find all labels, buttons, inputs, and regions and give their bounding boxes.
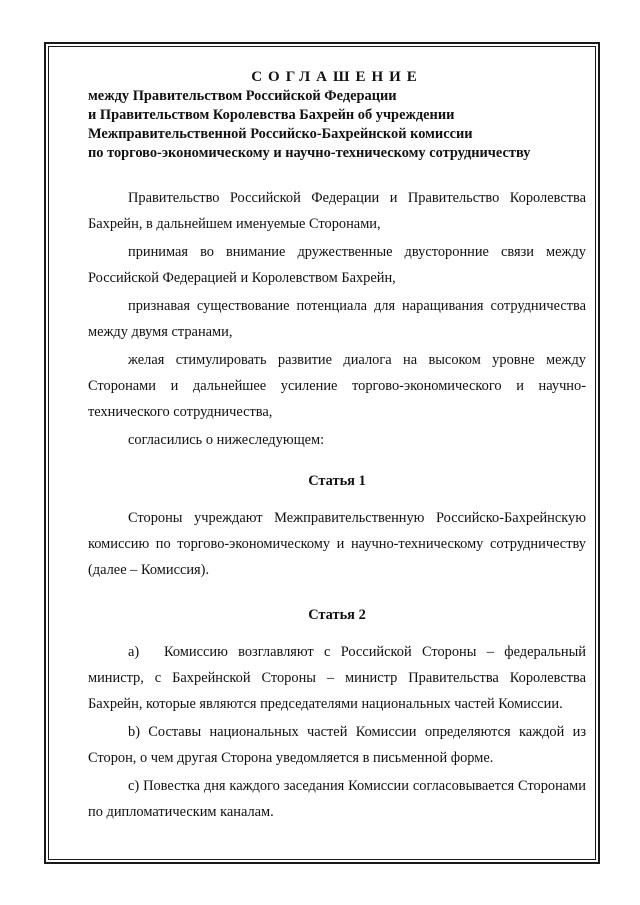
subtitle-line: между Правительством Российской Федерации <box>88 88 397 104</box>
subtitle-line: и Правительством Королевства Бахрейн об учреждении <box>88 107 455 123</box>
document-title: СОГЛАШЕНИЕ <box>251 69 423 85</box>
preamble-paragraph: Правительство Российской Федерации и Правительство Королевства Бахрейн, в дальнейшем именуемые Сторонами, <box>88 190 586 232</box>
preamble <box>88 185 586 453</box>
article-1-text: Стороны учреждают Межправительственную Российско-Бахрейнскую комиссию по торгово-экономическому и научно-техническому сотрудничеству (далее – Комиссия). <box>88 510 586 578</box>
document-body <box>88 68 586 825</box>
item-a-marker: a) <box>128 644 140 660</box>
preamble-paragraph: согласились о нижеследующем: <box>128 432 325 448</box>
preamble-paragraph: признавая существование потенциала для наращивания сотрудничества между двумя странами, <box>88 298 586 340</box>
article-2-item-a <box>88 639 586 717</box>
article-2-heading: Статья 2 <box>308 607 366 623</box>
article-2-item-c: c) Повестка дня каждого заседания Комиссии согласовывается Сторонами по дипломатическим каналам. <box>88 778 586 820</box>
subtitle-line: Межправительственной Российско-Бахрейнской комиссии <box>88 126 473 142</box>
subtitle-line: по торгово-экономическому и научно-техническому сотрудничеству <box>88 145 531 161</box>
article-2-item-b: b) Составы национальных частей Комиссии определяются каждой из Сторон, о чем другая Сторона уведомляется в письменной форме. <box>88 724 586 766</box>
article-1-heading: Статья 1 <box>308 473 366 489</box>
document-subtitle <box>88 87 586 163</box>
preamble-paragraph: принимая во внимание дружественные двусторонние связи между Российской Федерацией и Королевством Бахрейн, <box>88 244 586 286</box>
item-a-text: Комиссию возглавляют с Российской Стороны – федеральный министр, с Бахрейнской Стороны – министр Правительства Королевства Бахрейн, которые являются председателями национальных частей Комиссии. <box>88 644 586 712</box>
preamble-paragraph: желая стимулировать развитие диалога на высоком уровне между Сторонами и дальнейшее усиление торгово-экономического и научно-технического сотрудничества, <box>88 352 586 420</box>
